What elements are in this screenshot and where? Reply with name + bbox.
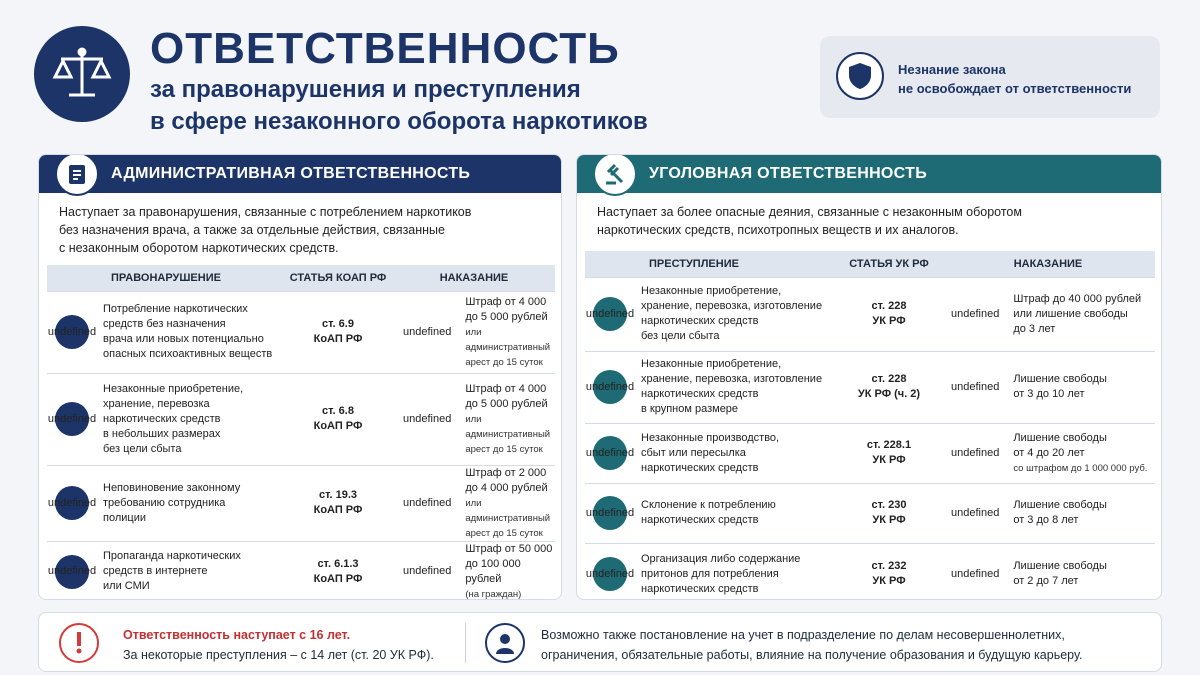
penalty-line: Штраф от 4 000 — [465, 295, 547, 308]
offense-line: притонов для потребления — [641, 567, 779, 580]
penalty-line: от 4 до 20 лет — [1013, 446, 1085, 459]
scales-logo-icon — [34, 26, 130, 122]
penalty-line: до 5 000 рублей — [465, 310, 548, 323]
penalty-note: или административный — [465, 326, 551, 353]
column-header: ПРАВОНАРУШЕНИЕ — [47, 265, 283, 291]
intro-line: без назначения врача, а также за отдельные действия, связанные — [59, 223, 445, 237]
shield-icon — [836, 52, 884, 100]
penalty-line: от 3 до 10 лет — [1013, 388, 1085, 400]
age-title: Ответственность наступает с 16 лет. — [123, 628, 351, 642]
offense-line: без цели сбыта — [641, 330, 720, 342]
criminal-panel-header — [577, 155, 1161, 193]
group-icon: undefined — [593, 370, 627, 404]
intro-line: Наступает за правонарушения, связанные с потреблением наркотиков — [59, 205, 472, 219]
group-icon: undefined — [593, 436, 627, 470]
article-line: ст. 19.3 — [318, 489, 358, 501]
penalty-line: до 4 000 рублей — [465, 481, 548, 494]
penalty-line: Лишение свободы — [1013, 560, 1107, 573]
criminal-panel-title: УГОЛОВНАЯ ОТВЕТСТВЕННОСТЬ — [649, 165, 927, 182]
column-header: СТАТЬЯ УК РФ — [837, 251, 941, 277]
article-line: УК РФ — [872, 514, 906, 526]
penalty-line: до 3 лет — [1013, 322, 1056, 335]
admin-panel — [38, 154, 562, 600]
penalty-note: арест до 15 суток — [465, 356, 543, 368]
offense-line: опасных психоактивных веществ — [103, 348, 273, 360]
penalty-line: Лишение свободы — [1013, 431, 1107, 444]
article-line: ст. 228.1 — [866, 439, 912, 451]
table-row — [585, 543, 1155, 600]
article-line: ст. 228 — [871, 373, 907, 385]
offense-line: хранение, перевозка — [103, 397, 210, 410]
offense-line: Пропаганда наркотических — [103, 550, 241, 562]
penalty-line: от 2 до 7 лет — [1013, 575, 1079, 588]
article-line: ст. 230 — [871, 499, 907, 511]
offense-line: врача или новых потенциально — [103, 333, 264, 345]
offense-line: Незаконные приобретение, — [641, 285, 782, 297]
offense-line: в крупном размере — [641, 403, 739, 415]
article-line: КоАП РФ — [313, 333, 363, 345]
intro-line: наркотических средств, психотропных веществ и их аналогов. — [597, 223, 959, 237]
penalty-note: или административный — [465, 413, 551, 440]
search-icon: undefined — [55, 555, 89, 589]
ruble-doc-icon: undefined — [403, 496, 452, 509]
page-subtitle-1: за правонарушения и преступления — [150, 76, 581, 103]
leaf-icon: undefined — [55, 315, 89, 349]
article-line: ст. 228 — [871, 300, 907, 312]
gavel-icon — [593, 154, 637, 196]
penalty-line: до 5 000 рублей — [465, 397, 548, 410]
offense-line: Потребление наркотических — [103, 303, 248, 315]
notice-line-2: не освобождает от ответственности — [898, 81, 1132, 96]
penalty-note: или административный — [465, 497, 551, 524]
ruble-doc-icon: undefined — [403, 325, 452, 338]
article-line: ст. 6.8 — [322, 405, 354, 417]
article-line: ст. 6.1.3 — [317, 557, 359, 570]
offense-line: Незаконные приобретение, — [103, 382, 244, 395]
notice-line-1: Незнание закона — [898, 62, 1006, 77]
handcuffs-icon: undefined — [951, 307, 1000, 320]
penalty-line: Штраф от 4 000 — [465, 382, 547, 395]
penalty-note: арест до 15 суток — [465, 527, 543, 539]
table-row — [585, 483, 1155, 543]
penalty-line: Лишение свободы — [1013, 499, 1107, 511]
also-line-1: Возможно также постановление на учет в подразделение по делам несовершеннолетних, — [541, 628, 1065, 642]
handcuffs-icon: undefined — [951, 446, 1000, 459]
penalty-line: от 3 до 8 лет — [1013, 514, 1079, 526]
offense-line: в небольших размерах — [103, 427, 221, 440]
penalty-line: Лишение свободы — [1013, 373, 1107, 385]
table-row — [47, 541, 555, 600]
criminal-table — [585, 251, 1155, 600]
intro-line: Наступает за более опасные деяния, связанные с незаконным оборотом — [597, 205, 1022, 219]
article-line: УК РФ — [872, 575, 906, 588]
article-line: ст. 232 — [871, 560, 907, 573]
column-header: СТАТЬЯ КОАП РФ — [283, 265, 393, 291]
ruble-doc-icon: undefined — [403, 565, 452, 577]
table-row — [585, 351, 1155, 423]
page-title: ОТВЕТСТВЕННОСТЬ — [150, 24, 620, 73]
offense-line: наркотических средств — [641, 461, 759, 474]
also-line-2: ограничения, обязательные работы, влияние на получение образования и будущую карьеру. — [541, 648, 1083, 662]
table-row — [47, 373, 555, 465]
column-header: НАКАЗАНИЕ — [393, 265, 555, 291]
offense-line: хранение, перевозка, изготовление — [641, 300, 823, 312]
table-row — [585, 277, 1155, 351]
admin-intro — [39, 193, 561, 257]
penalty-note: (на граждан) — [465, 588, 522, 600]
article-line: КоАП РФ — [313, 504, 363, 516]
offense-line: Неповиновение законному — [103, 481, 241, 494]
article-line: КоАП РФ — [313, 420, 363, 432]
admin-panel-title: АДМИНИСТРАТИВНАЯ ОТВЕТСТВЕННОСТЬ — [111, 165, 471, 182]
offense-line: полиции — [103, 511, 146, 524]
chat-icon: undefined — [55, 486, 89, 520]
criminal-intro — [577, 193, 1161, 239]
admin-panel-header — [39, 155, 561, 193]
jar-icon: undefined — [593, 297, 627, 331]
ignorance-notice — [820, 36, 1160, 118]
offense-line: Организация либо содержание — [641, 552, 801, 565]
offense-line: Незаконные производство, — [641, 431, 780, 444]
intro-line: с незаконным оборотом наркотических средств. — [59, 241, 339, 255]
table-row — [47, 465, 555, 541]
page-subtitle-2: в сфере незаконного оборота наркотиков — [150, 108, 648, 135]
handcuffs-icon: undefined — [951, 506, 1000, 519]
penalty-note: со штрафом до 1 000 000 руб. — [1013, 462, 1148, 474]
penalty-line: до 100 000 рублей — [465, 557, 521, 585]
article-line: УК РФ — [872, 315, 906, 327]
group-icon: undefined — [593, 557, 627, 591]
article-line: УК РФ — [872, 454, 906, 466]
offense-line: Склонение к потреблению — [641, 499, 776, 511]
offense-line: средств без назначения — [103, 318, 226, 330]
ruble-doc-icon: undefined — [403, 412, 452, 425]
age-note: За некоторые преступления – с 14 лет (ст. 20 УК РФ). — [123, 648, 434, 662]
penalty-line: или лишение свободы — [1013, 307, 1128, 320]
criminal-panel — [576, 154, 1162, 600]
handcuffs-icon: undefined — [951, 380, 1000, 393]
person-icon — [485, 623, 525, 663]
offense-line: сбыт или пересылка — [641, 446, 746, 459]
penalty-note: арест до 15 суток — [465, 443, 543, 455]
exclamation-icon — [59, 623, 99, 663]
article-line: КоАП РФ — [313, 572, 363, 585]
table-row — [585, 423, 1155, 483]
group-icon: undefined — [55, 402, 89, 436]
offense-line: наркотических средств — [641, 315, 759, 327]
offense-line: наркотических средств — [641, 582, 759, 595]
offense-line: требованию сотрудника — [103, 496, 226, 509]
offense-line: Незаконные приобретение, — [641, 358, 782, 370]
penalty-line: Штраф от 50 000 — [465, 542, 553, 555]
article-line: ст. 6.9 — [322, 318, 354, 330]
column-header: НАКАЗАНИЕ — [941, 251, 1155, 277]
article-line: УК РФ (ч. 2) — [857, 388, 921, 400]
offense-line: без цели сбыта — [103, 442, 182, 455]
table-row — [47, 291, 555, 373]
offense-line: наркотических средств — [641, 514, 759, 526]
bottom-info-bar — [38, 612, 1162, 672]
offense-line: наркотических средств — [641, 388, 759, 400]
offense-line: или СМИ — [103, 580, 150, 592]
divider — [465, 623, 466, 663]
handcuffs-icon: undefined — [951, 567, 1000, 580]
leaf-icon: undefined — [593, 496, 627, 530]
offense-line: хранение, перевозка, изготовление — [641, 373, 823, 385]
offense-line: средств в интернете — [103, 565, 208, 577]
document-icon — [55, 154, 99, 196]
offense-line: наркотических средств — [103, 412, 221, 425]
column-header: ПРЕСТУПЛЕНИЕ — [585, 251, 837, 277]
admin-table — [47, 265, 555, 600]
penalty-line: Штраф до 40 000 рублей — [1013, 292, 1142, 305]
penalty-line: Штраф от 2 000 — [465, 466, 547, 479]
